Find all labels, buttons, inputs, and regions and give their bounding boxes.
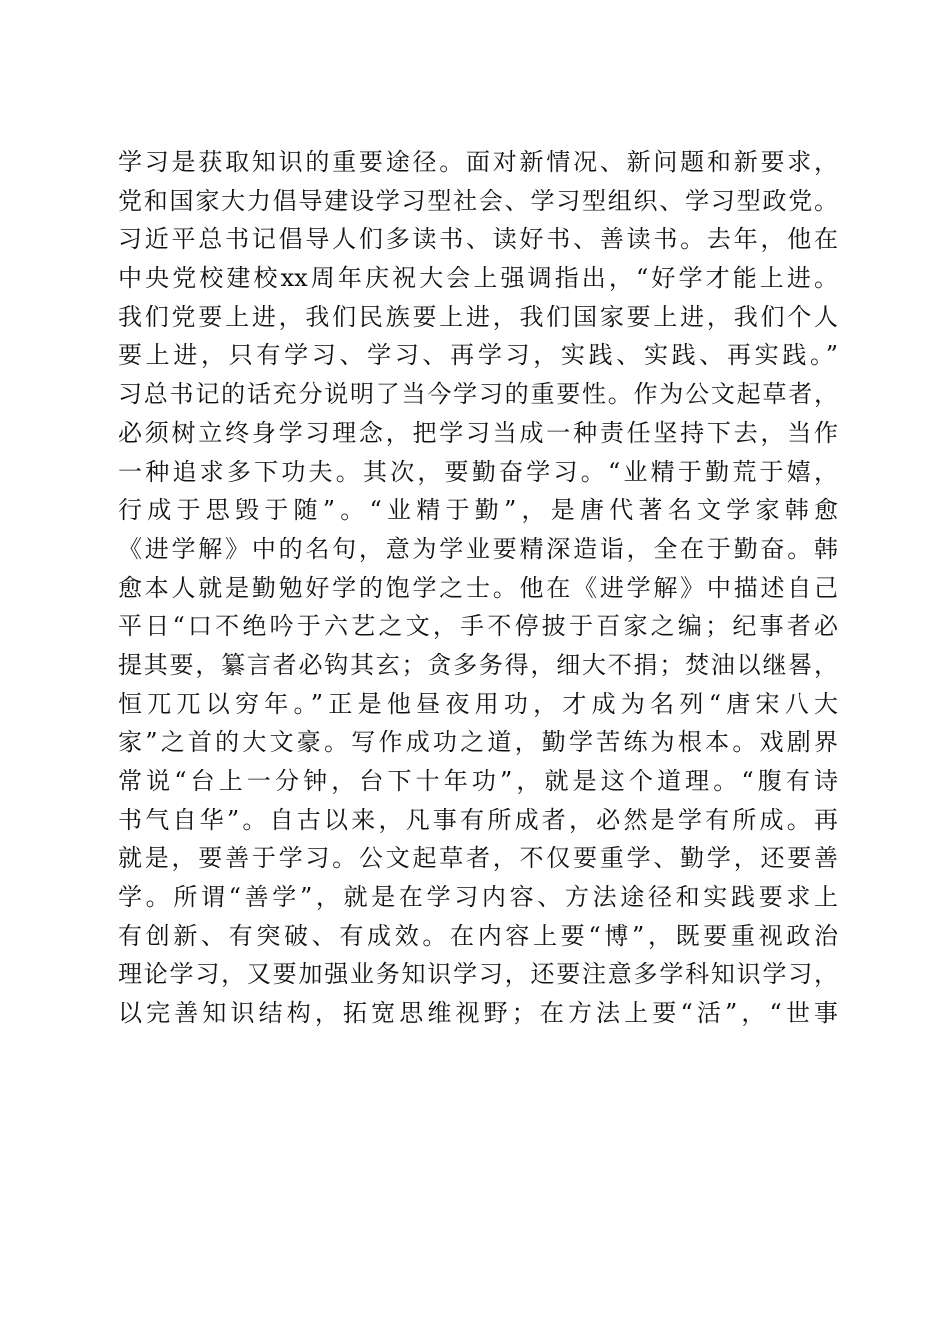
text-line: 《进学解》中的名句，意为学业要精深造诣，全在于勤奋。韩 bbox=[118, 534, 838, 563]
text-line: 书气自华”。自古以来，凡事有所成者，必然是学有所成。再 bbox=[118, 805, 838, 834]
text-line: 我们党要上进，我们民族要上进，我们国家要上进，我们个人 bbox=[118, 302, 838, 331]
text-line: 要上进，只有学习、学习、再学习，实践、实践、再实践。” bbox=[118, 341, 838, 370]
body-text bbox=[118, 143, 838, 1033]
text-line: 有创新、有突破、有成效。在内容上要“博”，既要重视政治 bbox=[118, 921, 838, 950]
text-line: 家”之首的大文豪。写作成功之道，勤学苦练为根本。戏剧界 bbox=[118, 728, 838, 757]
text-line: 常说“台上一分钟，台下十年功”，就是这个道理。“腹有诗 bbox=[118, 767, 838, 795]
text-line: 中央党校建校xx周年庆祝大会上强调指出，“好学才能上进。 bbox=[118, 264, 838, 293]
text-line: 学。所谓“善学”，就是在学习内容、方法途径和实践要求上 bbox=[118, 883, 838, 912]
text-line: 行成于思毁于随”。“业精于勤”，是唐代著名文学家韩愈 bbox=[118, 496, 838, 525]
text-line: 必须树立终身学习理念，把学习当成一种责任坚持下去，当作 bbox=[118, 418, 838, 447]
text-line: 平日“口不绝吟于六艺之文，手不停披于百家之编；纪事者必 bbox=[118, 612, 838, 641]
text-line: 学习是获取知识的重要途径。面对新情况、新问题和新要求， bbox=[118, 148, 838, 176]
text-line: 习近平总书记倡导人们多读书、读好书、善读书。去年，他在 bbox=[118, 225, 838, 254]
text-line: 愈本人就是勤勉好学的饱学之士。他在《进学解》中描述自己 bbox=[118, 573, 838, 602]
text-line: 以完善知识结构，拓宽思维视野；在方法上要“活”，“世事 bbox=[118, 999, 838, 1028]
text-line: 习总书记的话充分说明了当今学习的重要性。作为公文起草者， bbox=[118, 380, 838, 409]
text-line: 一种追求多下功夫。其次，要勤奋学习。“业精于勤荒于嬉， bbox=[118, 457, 838, 486]
text-line: 提其要，纂言者必钩其玄；贪多务得，细大不捐；焚油以继晷， bbox=[118, 650, 838, 679]
text-line: 理论学习，又要加强业务知识学习，还要注意多学科知识学习， bbox=[118, 960, 838, 989]
text-line: 就是，要善于学习。公文起草者，不仅要重学、勤学，还要善 bbox=[118, 844, 838, 873]
text-line: 党和国家大力倡导建设学习型社会、学习型组织、学习型政党。 bbox=[118, 186, 838, 215]
text-line: 恒兀兀以穷年。”正是他昼夜用功，才成为名列“唐宋八大 bbox=[118, 689, 838, 718]
